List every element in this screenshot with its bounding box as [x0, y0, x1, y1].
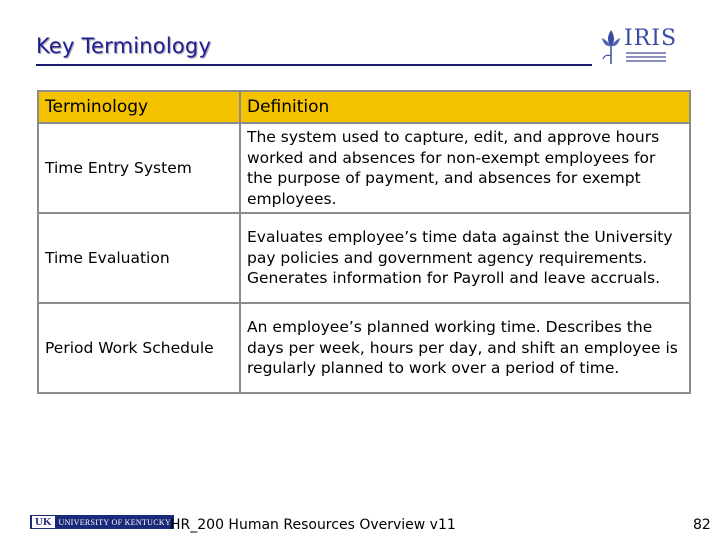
definition-cell: The system used to capture, edit, and approve hours worked and absences for non-exempt employees for the purpose of payment, and absences for exempt employees.	[240, 123, 690, 213]
page-number: 82	[693, 517, 711, 533]
slide-title: Key Terminology	[36, 34, 212, 58]
header-terminology: Terminology	[38, 91, 240, 123]
footer-course-text: HR_200 Human Resources Overview v11	[170, 517, 456, 533]
logo-wordmark: IRIS	[624, 26, 678, 51]
table-row	[38, 213, 690, 303]
table-row	[38, 123, 690, 213]
term-cell: Time Entry System	[38, 123, 240, 213]
logo-tagline	[626, 52, 666, 64]
uk-logo-mark: UK	[32, 516, 55, 528]
table-header-row	[38, 91, 690, 123]
terminology-table	[37, 90, 691, 394]
uk-logo	[30, 515, 174, 529]
definition-cell: Evaluates employee’s time data against the University pay policies and government agency requirements. Generates information for Payroll and leave accruals.	[240, 213, 690, 303]
term-cell: Period Work Schedule	[38, 303, 240, 393]
term-cell: Time Evaluation	[38, 213, 240, 303]
definition-cell: An employee’s planned working time. Describes the days per week, hours per day, and shift an employee is regularly planned to work over a period of time.	[240, 303, 690, 393]
iris-flower-icon	[598, 26, 624, 66]
iris-logo	[598, 26, 678, 68]
uk-logo-name: UNIVERSITY OF KENTUCKY	[58, 517, 172, 527]
title-underline	[36, 64, 592, 66]
header-definition: Definition	[240, 91, 690, 123]
table-row	[38, 303, 690, 393]
